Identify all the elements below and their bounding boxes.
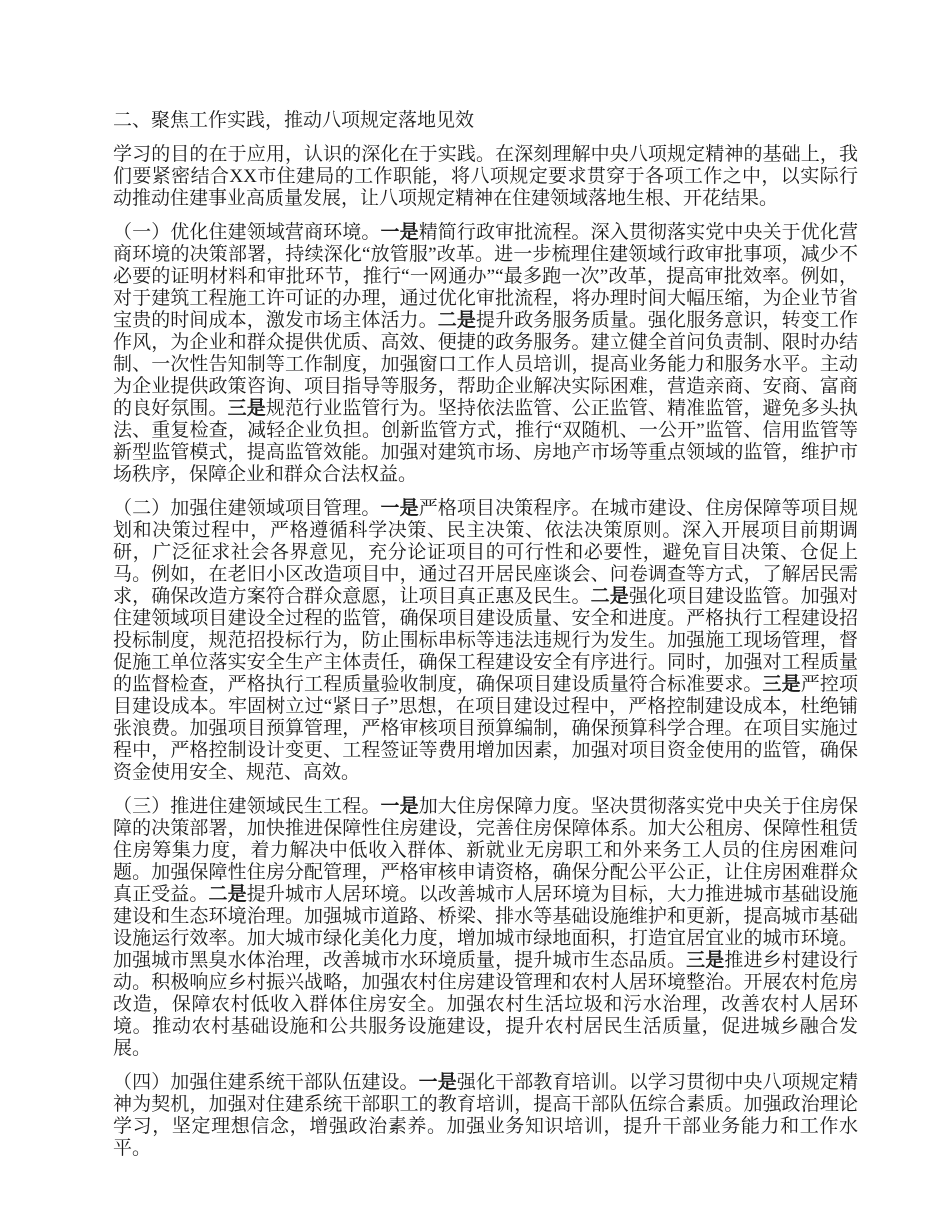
emphasis-run: 一是	[380, 796, 419, 817]
text-run: 强化干部教育培训。以学习贯彻中央八项规定精神为契机，加强对住建系统干部职工的教育培训，提高干部队伍综合素质。加强政治理论学习，坚定理想信念，增强政治素养。加强业务知识培训，提升干部业务能力和工作水平。	[113, 1072, 858, 1159]
paragraph	[113, 498, 858, 784]
emphasis-run: 三是	[762, 674, 801, 695]
text-run: 严控项目建设成本。牢固树立过“紧日子”思想，在项目建设过程中，严格控制建设成本，杜绝铺张浪费。加强项目预算管理，严格审核项目预算编制，确保预算科学合理。在项目实施过程中，严格控制设计变更、工程签证等费用增加因素，加强对项目资金使用的监管，确保资金使用安全、规范、高效。	[113, 674, 858, 783]
emphasis-run: 三是	[686, 950, 725, 971]
document-body	[113, 144, 858, 1160]
emphasis-run: 一是	[380, 222, 419, 243]
text-run: 强化项目建设监管。加强对住建领域项目建设全过程的监管，确保项目建设质量、安全和进度。严格执行工程建设招投标制度，规范招投标行为，防止围标串标等违法违规行为发生。加强施工现场管理，督促施工单位落实安全生产主体责任，确保工程建设安全有序进行。同时，加强对工程质量的监督检查，严格执行工程质量验收制度，确保项目建设质量符合标准要求。	[113, 586, 858, 695]
emphasis-run: 三是	[227, 398, 266, 419]
text-run: （三）推进住建领域民生工程。	[113, 796, 381, 817]
text-run: 严格项目决策程序。在城市建设、住房保障等项目规划和决策过程中，严格遵循科学决策、民主决策、依法决策原则。深入开展项目前期调研，广泛征求社会各界意见，充分论证项目的可行性和必要性，避免盲目决策、仓促上马。例如，在老旧小区改造项目中，通过召开居民座谈会、问卷调查等方式，了解居民需求，确保改造方案符合群众意愿，让项目真正惠及民生。	[113, 498, 858, 607]
emphasis-run: 二是	[208, 884, 247, 905]
paragraph	[113, 222, 858, 486]
text-run: 提升政务服务质量。强化服务意识，转变工作作风，为企业和群众提供优质、高效、便捷的政务服务。建立健全首问负责制、限时办结制、一次性告知制等工作制度，加强窗口工作人员培训，提高业务能力和服务水平。主动为企业提供政策咨询、项目指导等服务，帮助企业解决实际困难，营造亲商、安商、富商的良好氛围。	[113, 310, 858, 419]
emphasis-run: 一是	[418, 1072, 457, 1093]
emphasis-run: 二是	[590, 586, 629, 607]
emphasis-run: 一是	[380, 498, 419, 519]
section-heading: 二、聚焦工作实践，推动八项规定落地见效	[113, 110, 475, 131]
text-run: 学习的目的在于应用，认识的深化在于实践。在深刻理解中央八项规定精神的基础上，我们要紧密结合XX市住建局的工作职能，将八项规定要求贯穿于各项工作之中，以实际行动推动住建事业高质量发展，让八项规定精神在住建领域落地生根、开花结果。	[113, 144, 858, 209]
emphasis-run: 二是	[437, 310, 476, 331]
paragraph	[113, 796, 858, 1060]
text-run: 规范行业监管行为。坚持依法监管、公正监管、精准监管，避免多头执法、重复检查，减轻企业负担。创新监管方式，推行“双随机、一公开”监管、信用监管等新型监管模式，提高监管效能。加强对建筑市场、房地产市场等重点领域的监管，维护市场秩序，保障企业和群众合法权益。	[113, 398, 858, 485]
text-run: 加大住房保障力度。坚决贯彻落实党中央关于住房保障的决策部署，加快推进保障性住房建设，完善住房保障体系。加大公租房、保障性租赁住房筹集力度，着力解决中低收入群体、新就业无房职工和外来务工人员的住房困难问题。加强保障性住房分配管理，严格审核申请资格，确保分配公平公正，让住房困难群众真正受益。	[113, 796, 858, 905]
text-run: 推进乡村建设行动。积极响应乡村振兴战略，加强农村住房建设管理和农村人居环境整治。开展农村危房改造，保障农村低收入群体住房安全。加强农村生活垃圾和污水治理，改善农村人居环境。推动农村基础设施和公共服务设施建设，提升农村居民生活质量，促进城乡融合发展。	[113, 950, 858, 1059]
paragraph	[113, 1072, 858, 1160]
text-run: （四）加强住建系统干部队伍建设。	[113, 1072, 419, 1093]
text-run: （一）优化住建领域营商环境。	[113, 222, 381, 243]
paragraph	[113, 144, 858, 210]
text-run: 提升城市人居环境。以改善城市人居环境为目标，大力推进城市基础设施建设和生态环境治理。加强城市道路、桥梁、排水等基础设施维护和更新，提高城市基础设施运行效率。加大城市绿化美化力度，增加城市绿地面积，打造宜居宜业的城市环境。加强城市黑臭水体治理，改善城市水环境质量，提升城市生态品质。	[113, 884, 858, 971]
text-run: 精简行政审批流程。深入贯彻落实党中央关于优化营商环境的决策部署，持续深化“放管服”改革。进一步梳理住建领域行政审批事项，减少不必要的证明材料和审批环节，推行“一网通办”“最多跑一次”改革，提高审批效率。例如，对于建筑工程施工许可证的办理，通过优化审批流程，将办理时间大幅压缩，为企业节省宝贵的时间成本，激发市场主体活力。	[113, 222, 858, 331]
text-run: （二）加强住建领域项目管理。	[113, 498, 381, 519]
